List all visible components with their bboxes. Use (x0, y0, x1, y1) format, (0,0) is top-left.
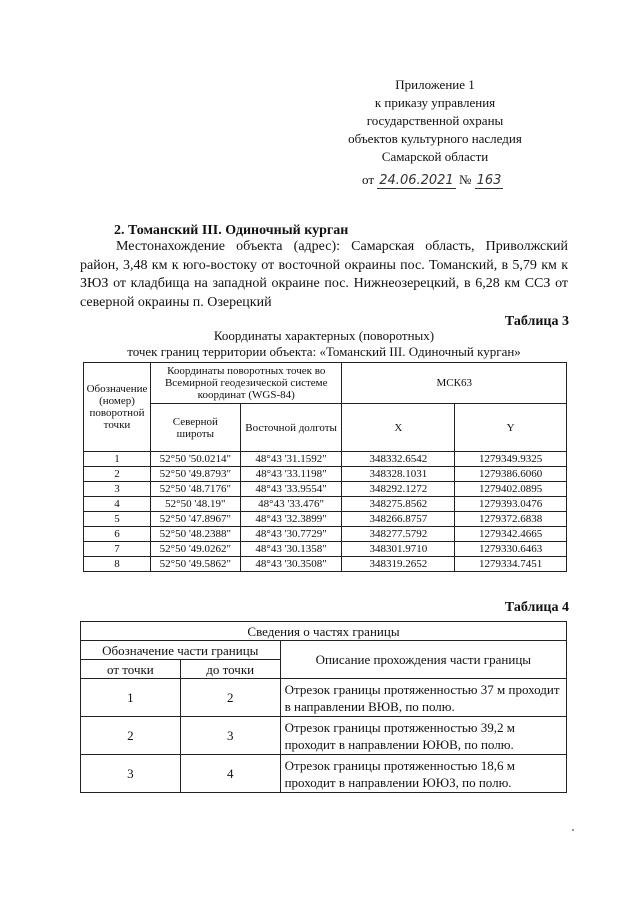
segment-description: Отрезок границы протяженностью 39,2 м проходит в направлении ЮЮВ, по полю. (280, 717, 566, 755)
location-paragraph: Местонахождение объекта (адрес): Самарская область, Приволжский район, 3,48 км к юго-востоку от восточной окраины пос. Томанский, в 5,79 км к ЗЮЗ от кладбища на западной окраине пос. Нижнеозерецкий, в 6,28 км ССЗ от северной окраины п. Озерецкий (80, 239, 568, 310)
latitude: 52°50 '47.8967" (150, 512, 240, 527)
col-header-y: Y (455, 404, 567, 452)
msk-x: 348301.9710 (342, 542, 455, 557)
table-row (84, 497, 567, 512)
msk-x: 348328.1031 (342, 467, 455, 482)
annex-line: государственной охраны (366, 113, 504, 128)
table3-caption: точек границ территории объекта: «Томанский III. Одиночный курган» (127, 344, 521, 359)
longitude: 48°43 '31.1592" (240, 452, 342, 467)
latitude: 52°50 '49.0262" (150, 542, 240, 557)
to-point: 4 (180, 755, 280, 793)
table-row (84, 542, 567, 557)
longitude: 48°43 '32.3899" (240, 512, 342, 527)
table3-caption: Координаты характерных (поворотных) (213, 328, 435, 343)
to-point: 2 (180, 679, 280, 717)
longitude: 48°43 '30.1358" (240, 542, 342, 557)
from-point: 3 (81, 755, 181, 793)
from-point: 2 (81, 717, 181, 755)
table-row (84, 557, 567, 572)
latitude: 52°50 '48.19" (150, 497, 240, 512)
point-number: 8 (84, 557, 151, 572)
point-number: 4 (84, 497, 151, 512)
msk-y: 1279372.6838 (455, 512, 567, 527)
from-point: 1 (81, 679, 181, 717)
table-row (84, 482, 567, 497)
msk-y: 1279386.6060 (455, 467, 567, 482)
col-header-designation: Обозначение части границы (81, 641, 281, 660)
table-row (81, 755, 567, 793)
scan-speck (572, 829, 574, 831)
annex-header (330, 76, 540, 166)
msk-y: 1279349.9325 (455, 452, 567, 467)
table3-label: Таблица 3 (504, 314, 569, 329)
point-number: 5 (84, 512, 151, 527)
msk-x: 348332.6542 (342, 452, 455, 467)
table-row (84, 452, 567, 467)
to-point: 3 (180, 717, 280, 755)
col-header-description: Описание прохождения части границы (280, 641, 566, 679)
order-reference (362, 172, 503, 189)
latitude: 52°50 '49.8793" (150, 467, 240, 482)
col-header-lat: Северной широты (150, 404, 240, 452)
col-header-to: до точки (180, 660, 280, 679)
segment-description: Отрезок границы протяженностью 18,6 м проходит в направлении ЮЮЗ, по полю. (280, 755, 566, 793)
msk-x: 348266.8757 (342, 512, 455, 527)
point-number: 3 (84, 482, 151, 497)
col-header-from: от точки (81, 660, 181, 679)
msk-x: 348319.2652 (342, 557, 455, 572)
longitude: 48°43 '30.7729" (240, 527, 342, 542)
col-header-x: X (342, 404, 455, 452)
order-date: 24.06.2021 (379, 173, 454, 188)
msk-x: 348275.8562 (342, 497, 455, 512)
point-number: 7 (84, 542, 151, 557)
msk-x: 348292.1272 (342, 482, 455, 497)
latitude: 52°50 '48.7176" (150, 482, 240, 497)
annex-line: объектов культурного наследия (348, 131, 522, 146)
annex-line: к приказу управления (374, 95, 496, 110)
table-row (81, 679, 567, 717)
table-row (81, 717, 567, 755)
longitude: 48°43 '33.1198" (240, 467, 342, 482)
order-number: 163 (476, 173, 502, 188)
longitude: 48°43 '33.476" (240, 497, 342, 512)
boundary-parts-table (80, 621, 567, 793)
col-header-lon: Восточной долготы (240, 404, 342, 452)
col-header-msk: МСК63 (342, 363, 567, 404)
table4-label: Таблица 4 (504, 600, 569, 615)
section-title: 2. Томанский III. Одиночный курган (114, 223, 349, 238)
longitude: 48°43 '30.3508" (240, 557, 342, 572)
order-number-label: № (458, 172, 472, 187)
msk-y: 1279342.4665 (455, 527, 567, 542)
col-header-point: Обозначение (номер) поворотной точки (84, 363, 151, 452)
point-number: 1 (84, 452, 151, 467)
point-number: 6 (84, 527, 151, 542)
longitude: 48°43 '33.9554" (240, 482, 342, 497)
col-header-wgs: Координаты поворотных точек во Всемирной геодезической системе координат (WGS-84) (150, 363, 342, 404)
table-row (84, 512, 567, 527)
table4-title: Сведения о частях границы (81, 622, 567, 641)
annex-line: Приложение 1 (395, 77, 475, 92)
latitude: 52°50 '49.5862" (150, 557, 240, 572)
table-row (84, 467, 567, 482)
msk-x: 348277.5792 (342, 527, 455, 542)
msk-y: 1279334.7451 (455, 557, 567, 572)
table-row (84, 527, 567, 542)
msk-y: 1279402.0895 (455, 482, 567, 497)
msk-y: 1279393.0476 (455, 497, 567, 512)
coordinates-table (83, 362, 567, 572)
latitude: 52°50 '48.2388" (150, 527, 240, 542)
order-prefix: от (362, 172, 375, 187)
annex-line: Самарской области (381, 149, 489, 164)
segment-description: Отрезок границы протяженностью 37 м проходит в направлении ВЮВ, по полю. (280, 679, 566, 717)
latitude: 52°50 '50.0214" (150, 452, 240, 467)
msk-y: 1279330.6463 (455, 542, 567, 557)
point-number: 2 (84, 467, 151, 482)
